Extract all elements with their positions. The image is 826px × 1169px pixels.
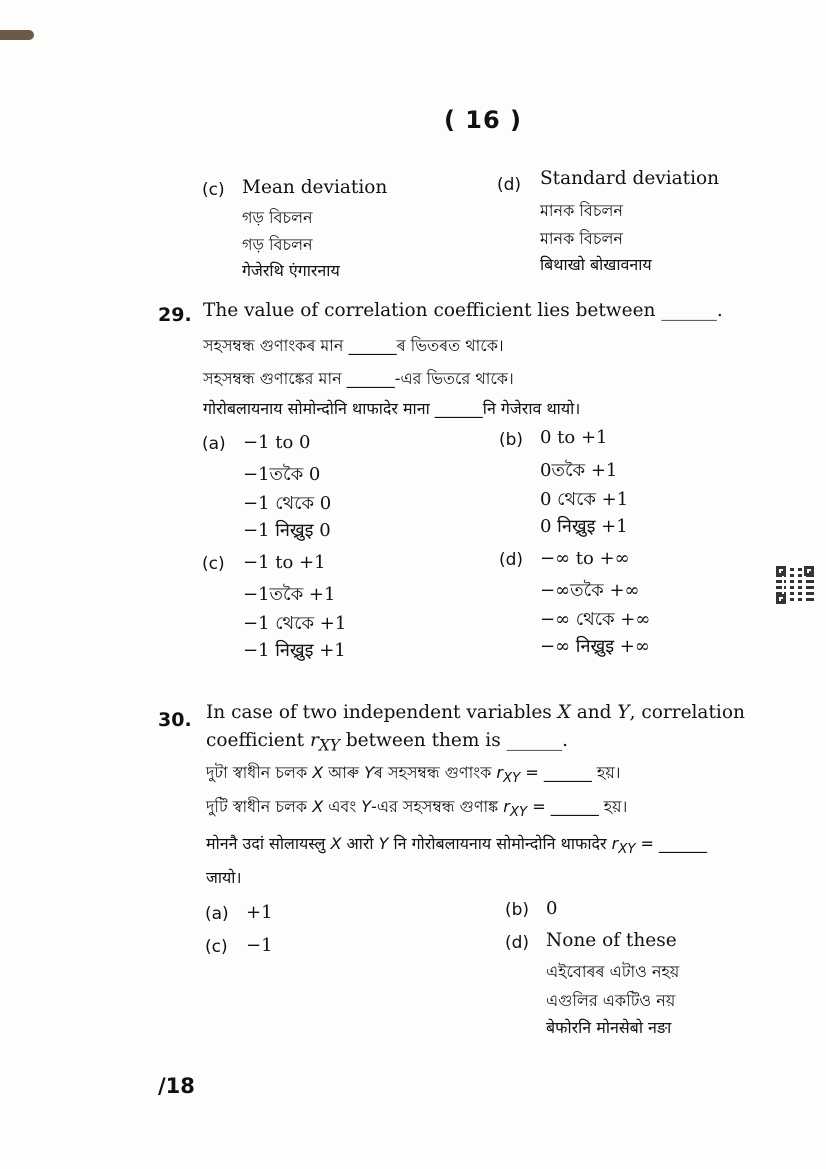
q28-option-c-label: (c)	[202, 180, 225, 200]
correlation-subscript: XY	[618, 842, 636, 858]
q30-question-bodo	[206, 832, 707, 857]
q30-option-b-text: 0	[546, 898, 558, 919]
q28-option-d-as: মানক বিচলন	[540, 201, 623, 220]
q28-option-c-bodo: गेजेरथि एंगारनाय	[242, 261, 340, 280]
q30-text: In case of two independent variables	[206, 702, 558, 723]
q30-option-a-label: (a)	[205, 904, 229, 924]
qr-finder-pattern	[804, 566, 814, 576]
q29-option-d-line: −∞ থেকে +∞	[540, 609, 651, 630]
q30-text: = ______	[635, 834, 708, 853]
q30-text: এবং	[323, 797, 362, 816]
page-footer-code: /18	[158, 1074, 195, 1098]
q30-text: দুটি স্বাধীন চলক	[206, 797, 313, 816]
q29-option-c-line: −1 থেকে +1	[243, 613, 347, 634]
q30-text: , correlation	[629, 702, 745, 723]
q30-question-bn	[206, 794, 627, 821]
variable-x: X	[557, 702, 571, 723]
q29-option-c-line: −1 निख्रुइ +1	[243, 640, 346, 661]
q28-option-d-bodo: बिथाखो बोखावनाय	[540, 255, 652, 274]
q29-option-d-label: (d)	[499, 550, 524, 570]
q30-text: দুটা স্বাধীন চলক	[206, 763, 313, 782]
correlation-symbol: r	[503, 797, 510, 816]
q29-option-a-line: −1তকৈ 0	[243, 464, 321, 485]
qr-finder-pattern	[776, 566, 786, 576]
qr-finder-pattern	[776, 594, 786, 604]
q29-option-b-line: 0 থেকে +1	[540, 489, 629, 510]
q29-option-b-line: 0 निख्रुइ +1	[540, 516, 628, 537]
correlation-subscript: XY	[318, 736, 340, 755]
q29-option-b-line: 0 to +1	[540, 427, 608, 448]
correlation-subscript: XY	[502, 771, 521, 787]
q30-option-b-label: (b)	[505, 900, 530, 920]
q30-text: नि गोरोबलायनाय सोमोन्दोनि थाफादेर	[388, 834, 612, 853]
q29-option-a-label: (a)	[202, 434, 226, 454]
q29-question-bn: সহসম্বন্ধ গুণাঙ্কের মান ______-এর ভিতরে থাকে।	[203, 369, 514, 388]
q30-text: and	[570, 702, 618, 723]
q28-option-d-en: Standard deviation	[540, 168, 720, 189]
q29-question-as: সহসম্বন্ধ গুণাংকৰ মান ______ৰ ভিতৰত থাকে।	[203, 336, 504, 355]
q30-text: between them is ______.	[339, 730, 568, 751]
variable-x: X	[330, 834, 342, 853]
q28-option-d-bn: মানক বিচলন	[540, 229, 623, 248]
q29-option-c-label: (c)	[202, 554, 225, 574]
q30-option-d-label: (d)	[505, 933, 530, 953]
q30-question-as	[206, 760, 620, 787]
q30-option-c-label: (c)	[205, 937, 228, 957]
q28-option-d-label: (d)	[497, 175, 522, 195]
q30-question-en-line1	[206, 702, 745, 723]
variable-y: Y	[361, 797, 372, 816]
q30-text: आरो	[341, 834, 379, 853]
q30-text: = ______ হয়।	[520, 763, 621, 782]
q29-question-bodo: गोरोबलायनाय सोमोन्दोनि थाफादेर माना ______नि गेजेराव थायो।	[203, 399, 581, 418]
q30-number: 30.	[158, 709, 192, 731]
q30-text: = ______ হয়।	[527, 797, 628, 816]
q30-option-c-text: −1	[246, 935, 273, 956]
q30-question-en-line2	[206, 730, 568, 755]
q30-text: coefficient	[206, 730, 310, 751]
q30-text: -এর সহসম্বন্ধ গুণাঙ্ক	[371, 797, 504, 816]
q28-option-c-en: Mean deviation	[242, 177, 388, 198]
q30-option-a-text: +1	[246, 902, 273, 923]
q30-option-d-en: None of these	[546, 930, 677, 951]
variable-x: X	[312, 797, 324, 816]
q30-text: আৰু	[323, 763, 365, 782]
correlation-symbol: r	[496, 763, 503, 782]
q30-option-d-bodo: बेफोरनि मोनसेबो नङा	[546, 1018, 672, 1037]
q28-option-c-as: গড় বিচলন	[242, 208, 313, 227]
q29-option-b-label: (b)	[499, 430, 524, 450]
qr-code-image	[776, 566, 814, 604]
q29-option-d-line: −∞ निख्रुइ +∞	[540, 636, 650, 657]
q29-option-a-line: −1 निख्रुइ 0	[243, 520, 331, 541]
q30-question-bodo-line2: जायो।	[206, 868, 242, 887]
variable-y: Y	[378, 834, 389, 853]
q29-option-c-line: −1 to +1	[243, 552, 326, 573]
q29-option-c-line: −1তকৈ +1	[243, 584, 336, 605]
q30-text: मोननै उदां सोलायस्लु	[206, 834, 331, 853]
variable-x: X	[312, 763, 324, 782]
q29-option-b-line: 0তকৈ +1	[540, 460, 618, 481]
q30-option-d-bn: এগুলির একটিও নয়	[546, 991, 676, 1010]
correlation-symbol: r	[309, 730, 319, 751]
q29-option-d-line: −∞তকৈ +∞	[540, 580, 640, 601]
page-number: ( 16 )	[443, 106, 523, 134]
q29-question-en: The value of correlation coefficient lies between ______.	[203, 300, 723, 321]
q29-number: 29.	[158, 304, 192, 326]
q30-option-d-as: এইবোৰৰ এটাও নহয়	[546, 962, 680, 981]
q30-text: ৰ সহসম্বন্ধ গুণাংক	[373, 763, 497, 782]
q29-option-a-line: −1 থেকে 0	[243, 493, 332, 514]
q29-option-a-line: −1 to 0	[243, 432, 311, 453]
correlation-symbol: r	[611, 834, 619, 853]
variable-y: Y	[617, 702, 630, 723]
scan-corner-mark	[0, 30, 34, 40]
q29-option-d-line: −∞ to +∞	[540, 548, 630, 569]
q28-option-c-bn: গড় বিচলন	[242, 235, 313, 254]
correlation-subscript: XY	[509, 805, 528, 821]
variable-y: Y	[364, 763, 374, 782]
